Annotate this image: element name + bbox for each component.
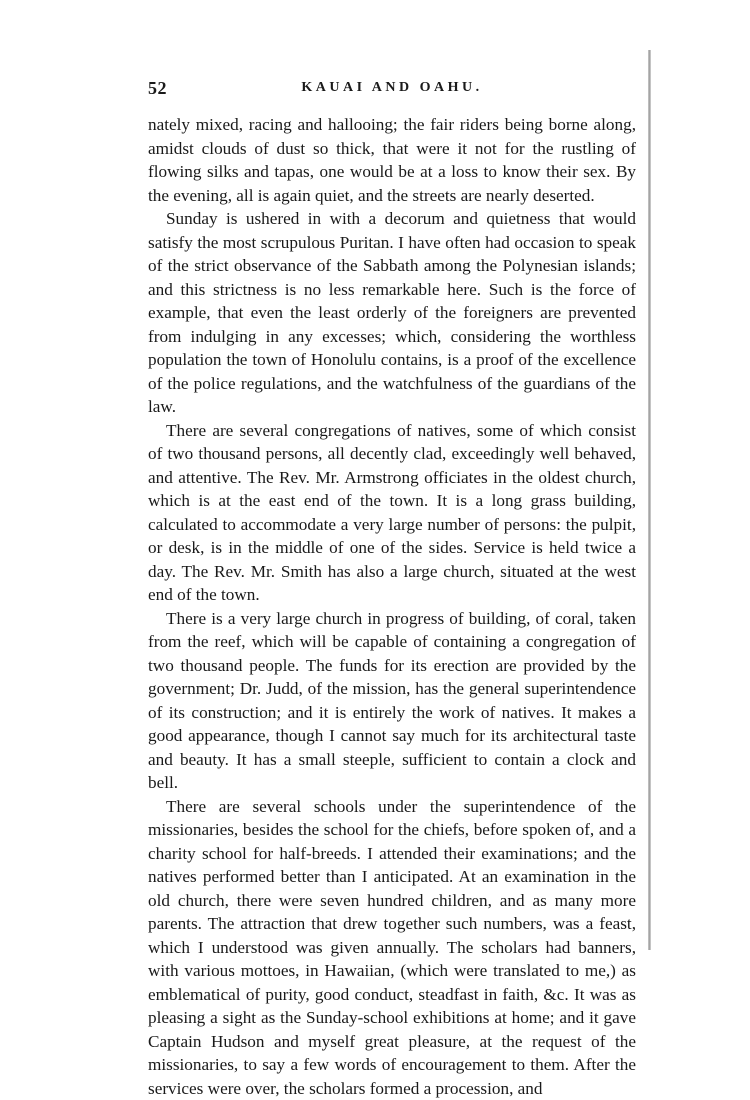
page-header xyxy=(148,78,636,104)
paragraph: There are several schools under the superintendence of the missionaries, besides the school for the chiefs, before spoken of, and a charity school for half-breeds. I attended their examinations; and the natives performed better than I anticipated. At an examination in the old church, there were seven hundred children, and as many more parents. The attraction that drew together such numbers, was a feast, which I understood was given annually. The scholars had banners, with various mottoes, in Hawaiian, (which were translated to me,) as emblematical of purity, good conduct, steadfast in faith, &c. It was as pleasing a sight as the Sunday-school exhibitions at home; and it gave Captain Hudson and myself great pleasure, at the request of the missionaries, to say a few words of encouragement to them. After the services were over, the scholars formed a procession, and xyxy=(148,795,636,1100)
body-text xyxy=(148,113,636,1100)
page-number: 52 xyxy=(148,78,167,99)
paragraph: There are several congregations of natives, some of which consist of two thousand persons, all decently clad, exceedingly well behaved, and attentive. The Rev. Mr. Armstrong officiates in the oldest church, which is at the east end of the town. It is a long grass building, calculated to accommodate a very large number of persons: the pulpit, or desk, is in the middle of one of the sides. Service is held twice a day. The Rev. Mr. Smith has also a large church, situated at the west end of the town. xyxy=(148,419,636,607)
paragraph: Sunday is ushered in with a decorum and quietness that would satisfy the most scrupulous Puritan. I have often had occasion to speak of the strict observance of the Sabbath among the Polynesian islands; and this strictness is no less remarkable here. Such is the force of example, that even the least orderly of the foreigners are prevented from indulging in any excesses; which, considering the worthless population the town of Honolulu contains, is a proof of the excellence of the police regulations, and the watchfulness of the guardians of the law. xyxy=(148,207,636,419)
page-edge-shadow xyxy=(648,50,651,950)
running-head: KAUAI AND OAHU. xyxy=(148,80,636,96)
paragraph: nately mixed, racing and hallooing; the fair riders being borne along, amidst clouds of dust so thick, that were it not for the rustling of flowing silks and tapas, one would be at a loss to know their sex. By the evening, all is again quiet, and the streets are nearly deserted. xyxy=(148,113,636,207)
paragraph: There is a very large church in progress of building, of coral, taken from the reef, which will be capable of containing a congregation of two thousand people. The funds for its erection are provided by the government; Dr. Judd, of the mission, has the general superintendence of its construction; and it is entirely the work of natives. It makes a good appearance, though I cannot say much for its architectural taste and beauty. It has a small steeple, sufficient to contain a clock and bell. xyxy=(148,607,636,795)
